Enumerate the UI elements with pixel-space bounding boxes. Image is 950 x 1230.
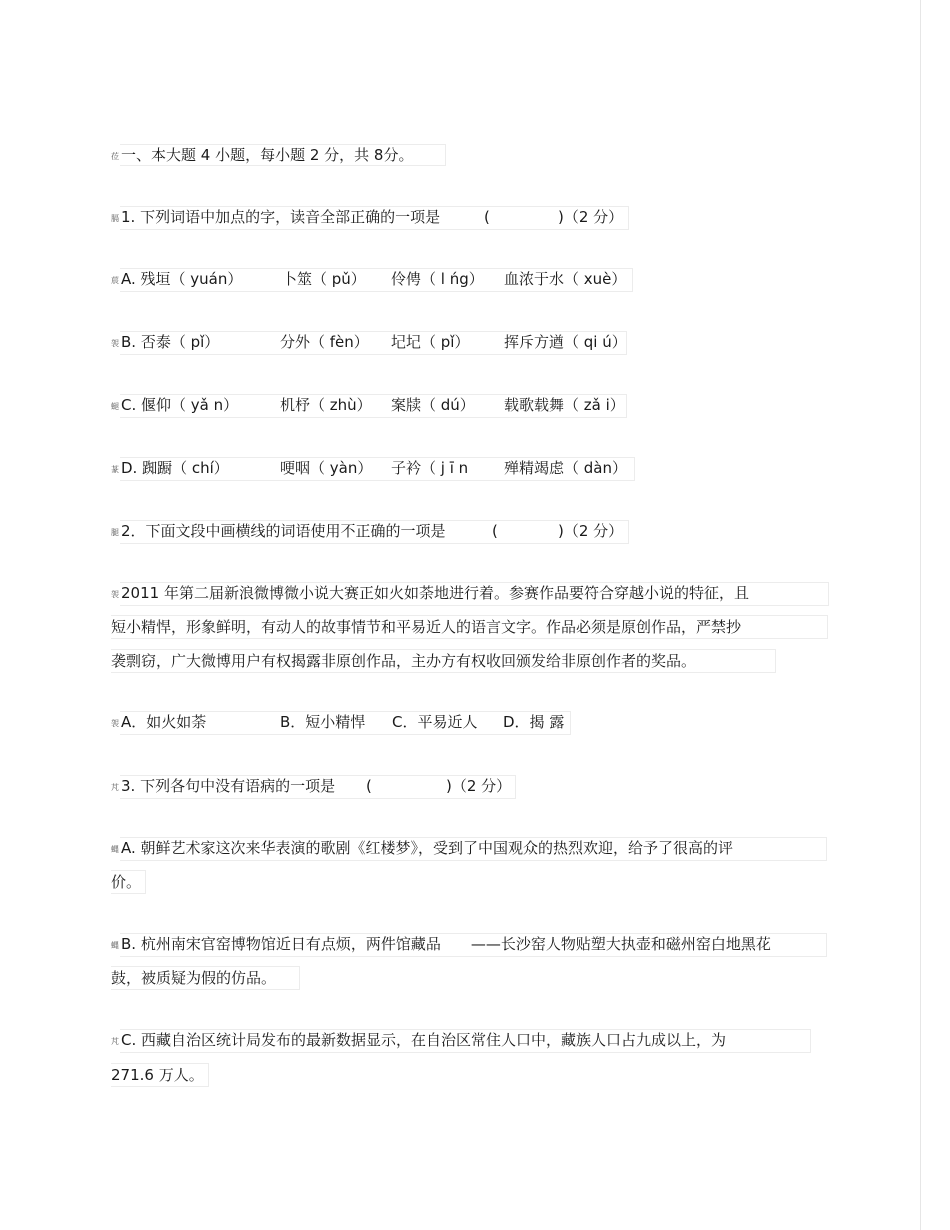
page-edge xyxy=(920,0,921,1230)
line-marker: 蒃 xyxy=(111,465,119,474)
line-marker: 袈 xyxy=(111,590,119,599)
question-3-text: 3. 下列各句中没有语病的一项是 xyxy=(121,777,336,795)
line-marker: 莅 xyxy=(111,152,119,161)
q1-option-a-word-2: 卜筮（ pǔ） xyxy=(282,270,366,288)
q1-option-d xyxy=(111,458,229,480)
line-marker: 芃 xyxy=(111,1037,119,1046)
option-word: B. 否泰（ pǐ） xyxy=(121,333,220,351)
question-3-score: )（2 分） xyxy=(446,777,512,795)
option-text: B. 杭州南宋官窑博物馆近日有点烦，两件馆藏品 ——长沙窑人物贴塑大执壶和磁州窑白地黑花 xyxy=(121,935,771,953)
passage-line-2: 短小精悍，形象鲜明，有动人的故事情节和平易近人的语言文字。作品必须是原创作品，严禁抄 xyxy=(111,618,742,636)
question-2-text: 2．下面文段中画横线的词语使用不正确的一项是 xyxy=(121,522,446,540)
passage-text: 2011 年第二届新浪微博微小说大赛正如火如荼地进行着。参赛作品要符合穿越小说的特征，且 xyxy=(121,584,749,602)
section-text: 一、本大题 4 小题，每小题 2 分，共 8分。 xyxy=(121,146,414,164)
line-marker: 袈 xyxy=(111,719,119,728)
question-2 xyxy=(111,521,446,541)
q3-option-a xyxy=(111,838,733,858)
line-marker: 蝿 xyxy=(111,941,119,950)
line-marker: 膈 xyxy=(111,214,119,223)
line-marker: 蝿 xyxy=(111,845,119,854)
q1-option-d-word-2: 哽咽（ yàn） xyxy=(280,459,373,477)
q1-option-a-word-3: 伶俜（ l ńg） xyxy=(391,270,484,288)
q1-option-d-word-3: 子衿（ j ī n xyxy=(391,459,469,477)
question-3-paren-open: ( xyxy=(366,777,372,795)
option-word: A. 残垣（ yuán） xyxy=(121,270,243,288)
question-1 xyxy=(111,207,440,227)
q1-option-b-word-3: 圮圮（ pǐ） xyxy=(391,333,470,351)
q3-option-b-continued: 鼓，被质疑为假的仿品。 xyxy=(111,969,277,987)
line-marker: 袈 xyxy=(111,339,119,348)
q1-option-b xyxy=(111,332,219,354)
q1-option-a-word-4: 血浓于水（ xuè） xyxy=(504,270,627,288)
q1-option-b-word-4: 挥斥方遒（ qi ú） xyxy=(504,333,627,351)
option-word: D. 踟蹰（ chí） xyxy=(121,459,229,477)
q2-option-a xyxy=(111,712,206,734)
line-marker: 芃 xyxy=(111,783,119,792)
q1-option-c-word-4: 载歌载舞（ zǎ i） xyxy=(504,396,625,414)
q1-option-d-word-4: 殚精竭虑（ dàn） xyxy=(504,459,627,477)
option-text: A. 朝鲜艺术家这次来华表演的歌剧《红楼梦》，受到了中国观众的热烈欢迎，给予了很高的评 xyxy=(121,839,734,857)
question-2-paren-open: ( xyxy=(492,522,498,540)
question-3 xyxy=(111,776,335,796)
question-1-score: )（2 分） xyxy=(558,208,624,226)
option-label: A．如火如荼 xyxy=(121,713,207,731)
line-marker: 莀 xyxy=(111,276,119,285)
q2-option-d: D．揭 露 xyxy=(503,713,565,731)
question-1-text: 1. 下列词语中加点的字，读音全部正确的一项是 xyxy=(121,208,441,226)
question-1-paren-open: ( xyxy=(484,208,490,226)
q3-option-c-continued: 271.6 万人。 xyxy=(111,1066,204,1084)
q1-option-c-word-3: 案牍（ dú） xyxy=(391,396,475,414)
passage-line-3: 袭剽窃，广大微博用户有权揭露非原创作品，主办方有权收回颁发给非原创作者的奖品。 xyxy=(111,652,697,670)
option-text: C. 西藏自治区统计局发布的最新数据显示，在自治区常住人口中，藏族人口占九成以上，为 xyxy=(121,1031,727,1049)
q1-option-c-word-2: 机杼（ zhù） xyxy=(280,396,372,414)
line-marker: 腿 xyxy=(111,528,119,537)
q1-option-a xyxy=(111,269,242,291)
q3-option-c xyxy=(111,1030,726,1050)
q2-option-b: B．短小精悍 xyxy=(280,713,366,731)
q3-option-b xyxy=(111,934,771,954)
line-marker: 螁 xyxy=(111,402,119,411)
q1-option-b-word-2: 分外（ fèn） xyxy=(280,333,369,351)
q2-option-c: C．平易近人 xyxy=(392,713,478,731)
q1-option-c xyxy=(111,395,238,417)
section-heading xyxy=(111,145,413,165)
passage-line-1 xyxy=(111,583,749,603)
option-word: C. 偃仰（ yǎ n） xyxy=(121,396,239,414)
question-2-score: )（2 分） xyxy=(558,522,624,540)
q3-option-a-continued: 价。 xyxy=(111,873,142,891)
